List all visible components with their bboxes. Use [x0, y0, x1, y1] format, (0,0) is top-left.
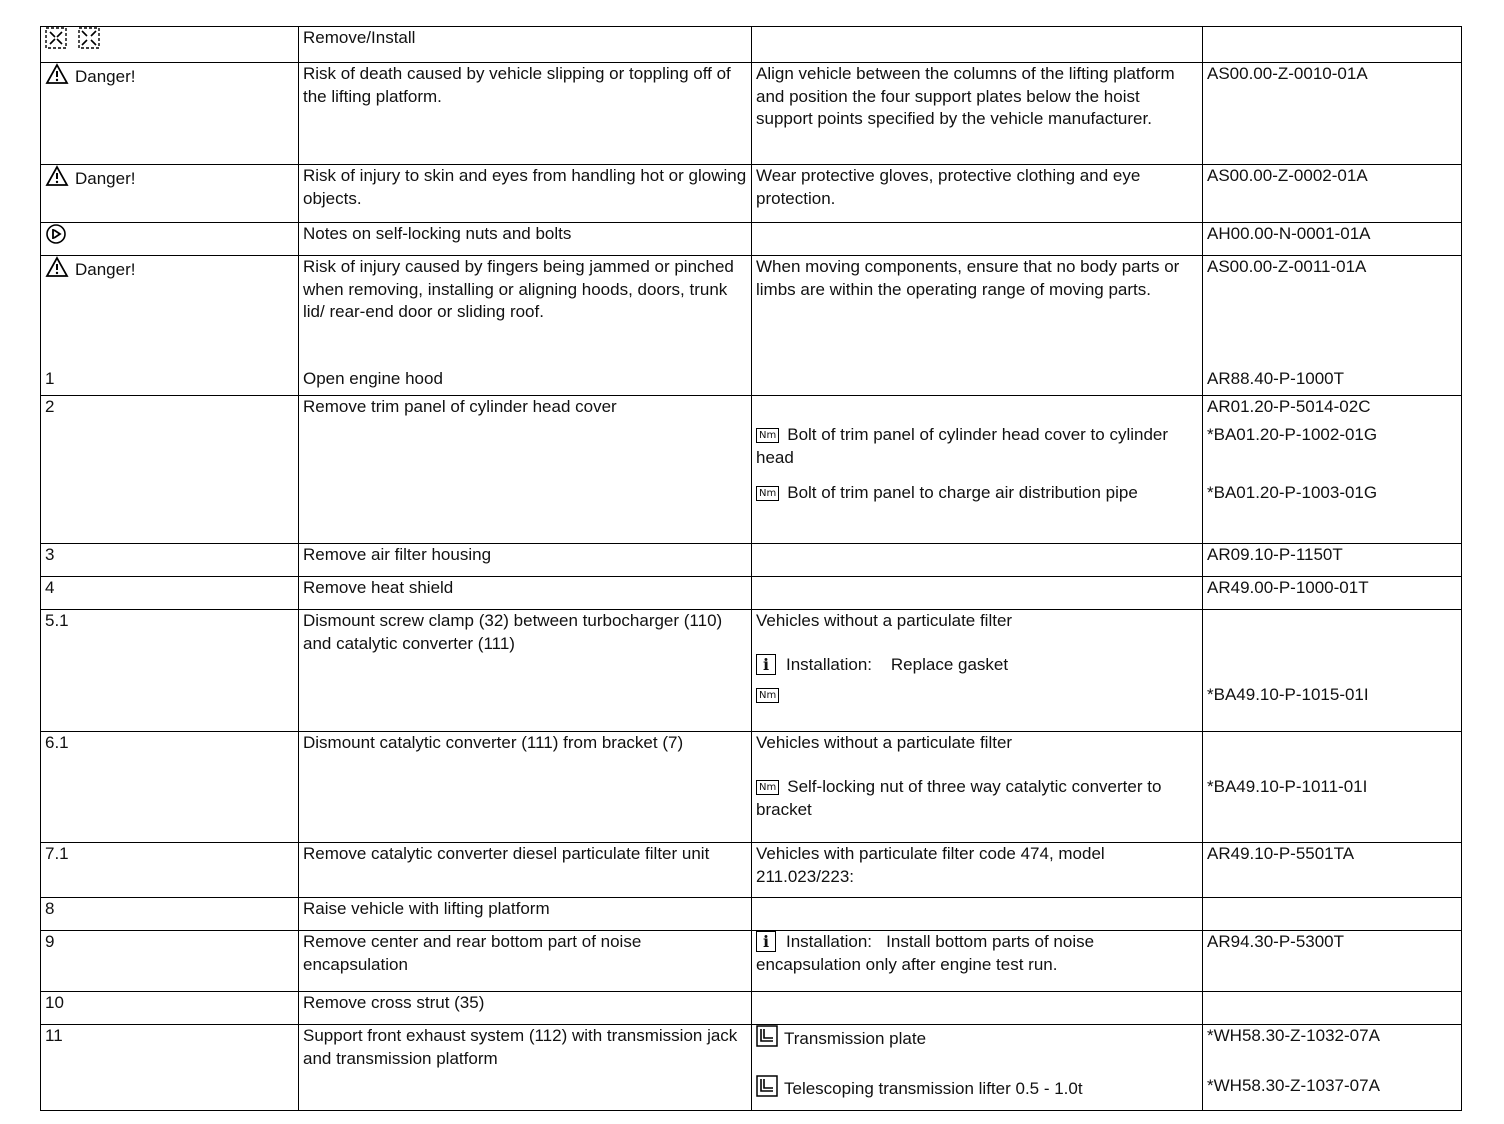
- reference-link[interactable]: AH00.00-N-0001-01A: [1207, 224, 1371, 243]
- reference-link[interactable]: *BA01.20-P-1002-01G: [1207, 425, 1378, 444]
- info-text: Replace gasket: [890, 655, 1009, 674]
- task-text: Remove center and rear bottom part of noise encapsulation: [303, 932, 642, 974]
- torque-nm-icon: Nm: [756, 688, 779, 703]
- note-text: Bolt of trim panel of cylinder head cover to cylinder head: [756, 425, 1169, 467]
- step-number: 5.1: [45, 611, 69, 630]
- table-row: [41, 63, 1462, 165]
- install-icon: [78, 27, 100, 49]
- info-text: Install bottom parts of noise encapsulation only after engine test run.: [756, 932, 1095, 974]
- reference-link[interactable]: AS00.00-Z-0011-01A: [1207, 257, 1367, 276]
- reference-link[interactable]: AS00.00-Z-0010-01A: [1207, 64, 1368, 83]
- table-row: [41, 27, 1462, 63]
- table-row: [41, 223, 1462, 256]
- task-text: Risk of injury to skin and eyes from handling hot or glowing objects.: [303, 166, 747, 208]
- note-text: Vehicles with particulate filter code 474, model 211.023/223:: [756, 844, 1105, 886]
- step-number: 9: [45, 932, 55, 951]
- table-row: [41, 931, 1462, 992]
- torque-nm-icon: Nm: [756, 486, 779, 501]
- task-text: Remove cross strut (35): [303, 993, 485, 1012]
- step-number: 2: [45, 397, 55, 416]
- step-number: 7.1: [45, 844, 69, 863]
- reference-link[interactable]: AR94.30-P-5300T: [1207, 932, 1345, 951]
- torque-nm-icon: Nm: [756, 780, 779, 795]
- danger-label: Danger!: [75, 260, 136, 279]
- note-text: Align vehicle between the columns of the lifting platform and position the four support plates below the hoist support points specified by the vehicle manufacturer.: [756, 64, 1175, 128]
- danger-label: Danger!: [75, 169, 136, 188]
- table-row: [41, 610, 1462, 732]
- reference-link[interactable]: *BA49.10-P-1011-01I: [1207, 777, 1368, 796]
- note-text: Self-locking nut of three way catalytic converter to bracket: [756, 777, 1162, 819]
- header-action: Remove/Install: [303, 28, 416, 47]
- info-label: Installation:: [786, 655, 872, 674]
- step-number: 6.1: [45, 733, 69, 752]
- note-text: Vehicles without a particulate filter: [756, 733, 1013, 752]
- task-text: Remove air filter housing: [303, 545, 492, 564]
- table-row: [41, 396, 1462, 544]
- step-number: 8: [45, 899, 55, 918]
- task-text: Notes on self-locking nuts and bolts: [303, 224, 572, 243]
- procedure-table: [40, 26, 1462, 1111]
- step-number: 4: [45, 578, 55, 597]
- note-text: When moving components, ensure that no body parts or limbs are within the operating range of moving parts.: [756, 257, 1180, 299]
- procedure-document: [40, 26, 1459, 1111]
- task-text: Risk of death caused by vehicle slipping or toppling off of the lifting platform.: [303, 64, 731, 106]
- reference-link[interactable]: *BA01.20-P-1003-01G: [1207, 483, 1378, 502]
- table-row: [41, 544, 1462, 577]
- reference-link[interactable]: *BA49.10-P-1015-01I: [1207, 685, 1369, 704]
- reference-link[interactable]: AR88.40-P-1000T: [1207, 369, 1345, 388]
- task-text: Raise vehicle with lifting platform: [303, 899, 550, 918]
- reference-link[interactable]: AS00.00-Z-0002-01A: [1207, 166, 1368, 185]
- task-text: Remove heat shield: [303, 578, 454, 597]
- table-row: [41, 843, 1462, 898]
- reference-link[interactable]: *WH58.30-Z-1037-07A: [1207, 1076, 1380, 1095]
- info-icon: i: [756, 931, 776, 952]
- task-cell: [299, 27, 752, 63]
- step-cell: [41, 27, 299, 63]
- reference-link[interactable]: AR49.10-P-5501TA: [1207, 844, 1355, 863]
- tool-text: Telescoping transmission lifter 0.5 - 1.0t: [784, 1079, 1083, 1098]
- info-label: Installation:: [786, 932, 872, 951]
- task-text: Risk of injury caused by fingers being jammed or pinched when removing, installing or aligning hoods, doors, trunk lid/ rear-end door or sliding roof.: [303, 257, 734, 321]
- task-text: Remove trim panel of cylinder head cover: [303, 397, 617, 416]
- table-row: [41, 1025, 1462, 1111]
- task-text: Support front exhaust system (112) with transmission jack and transmission platform: [303, 1026, 738, 1068]
- warning-icon: [45, 256, 69, 278]
- reference-link[interactable]: *WH58.30-Z-1032-07A: [1207, 1026, 1380, 1045]
- reference-link[interactable]: AR09.10-P-1150T: [1207, 545, 1343, 564]
- special-tool-icon: [756, 1075, 778, 1097]
- remove-icon: [45, 27, 67, 49]
- table-row: [41, 165, 1462, 223]
- table-row: [41, 898, 1462, 931]
- torque-nm-icon: Nm: [756, 428, 779, 443]
- table-row: [41, 732, 1462, 843]
- table-row: [41, 577, 1462, 610]
- note-text: Vehicles without a particulate filter: [756, 611, 1013, 630]
- step-number: 1: [45, 369, 55, 388]
- table-row: [41, 256, 1462, 396]
- reference-link[interactable]: AR49.00-P-1000-01T: [1207, 578, 1369, 597]
- step-number: 3: [45, 545, 55, 564]
- danger-label: Danger!: [75, 67, 136, 86]
- task-text: Remove catalytic converter diesel particulate filter unit: [303, 844, 710, 863]
- note-text: Bolt of trim panel to charge air distribution pipe: [787, 483, 1138, 502]
- step-number: 10: [45, 993, 64, 1012]
- tool-text: Transmission plate: [784, 1029, 927, 1048]
- note-text: Wear protective gloves, protective clothing and eye protection.: [756, 166, 1141, 208]
- note-arrow-icon: [45, 223, 67, 245]
- info-icon: i: [756, 654, 776, 675]
- step-number: 11: [45, 1026, 63, 1045]
- special-tool-icon: [756, 1025, 778, 1047]
- warning-icon: [45, 165, 69, 187]
- reference-link[interactable]: AR01.20-P-5014-02C: [1207, 397, 1371, 416]
- table-row: [41, 992, 1462, 1025]
- warning-icon: [45, 63, 69, 85]
- task-text: Dismount screw clamp (32) between turbocharger (110) and catalytic converter (111): [303, 611, 723, 653]
- task-text: Dismount catalytic converter (111) from bracket (7): [303, 733, 684, 752]
- task-text: Open engine hood: [303, 369, 443, 388]
